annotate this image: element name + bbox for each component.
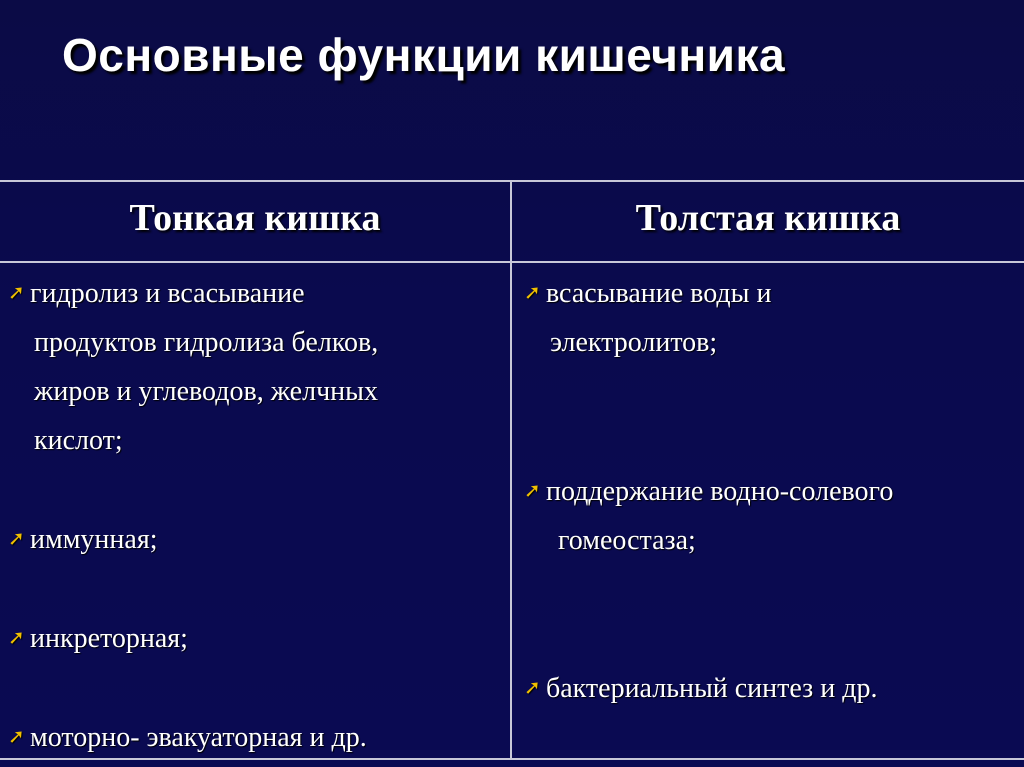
list-item-immune <box>8 514 157 564</box>
arrow-up-right-icon: ➚ <box>524 478 541 502</box>
column-divider <box>510 182 512 758</box>
item-text: всасывание воды и <box>546 278 772 309</box>
arrow-up-right-icon: ➚ <box>8 280 25 304</box>
arrow-up-right-icon: ➚ <box>8 526 25 550</box>
list-item-bacterial-synthesis <box>524 663 877 713</box>
list-item-water-absorption <box>524 268 771 367</box>
item-text: продуктов гидролиза белков, <box>34 327 379 358</box>
functions-table <box>0 180 1024 760</box>
list-item-incretory <box>8 613 188 663</box>
item-text: кислот; <box>34 425 123 456</box>
item-text: иммунная; <box>30 524 158 555</box>
arrow-up-right-icon: ➚ <box>524 675 541 699</box>
list-item-homeostasis <box>524 466 893 565</box>
item-text: поддержание водно-солевого <box>546 476 894 507</box>
header-small-intestine: Тонкая кишка <box>129 197 381 239</box>
item-text: моторно- эвакуаторная и др. <box>30 722 367 753</box>
item-text: инкреторная; <box>30 623 188 654</box>
list-item-motor <box>8 712 367 762</box>
slide-title: Основные функции кишечника <box>62 29 786 81</box>
arrow-up-right-icon: ➚ <box>524 280 541 304</box>
header-large-intestine: Толстая кишка <box>635 197 901 239</box>
item-text: бактериальный синтез и др. <box>546 673 878 704</box>
arrow-up-right-icon: ➚ <box>8 625 25 649</box>
arrow-up-right-icon: ➚ <box>8 724 25 748</box>
item-text: жиров и углеводов, желчных <box>34 376 378 407</box>
header-divider <box>0 261 1024 263</box>
item-text: гомеостаза; <box>558 525 696 556</box>
item-text: электролитов; <box>550 327 718 358</box>
item-text: гидролиз и всасывание <box>30 278 305 309</box>
list-item-hydrolysis <box>8 268 378 465</box>
